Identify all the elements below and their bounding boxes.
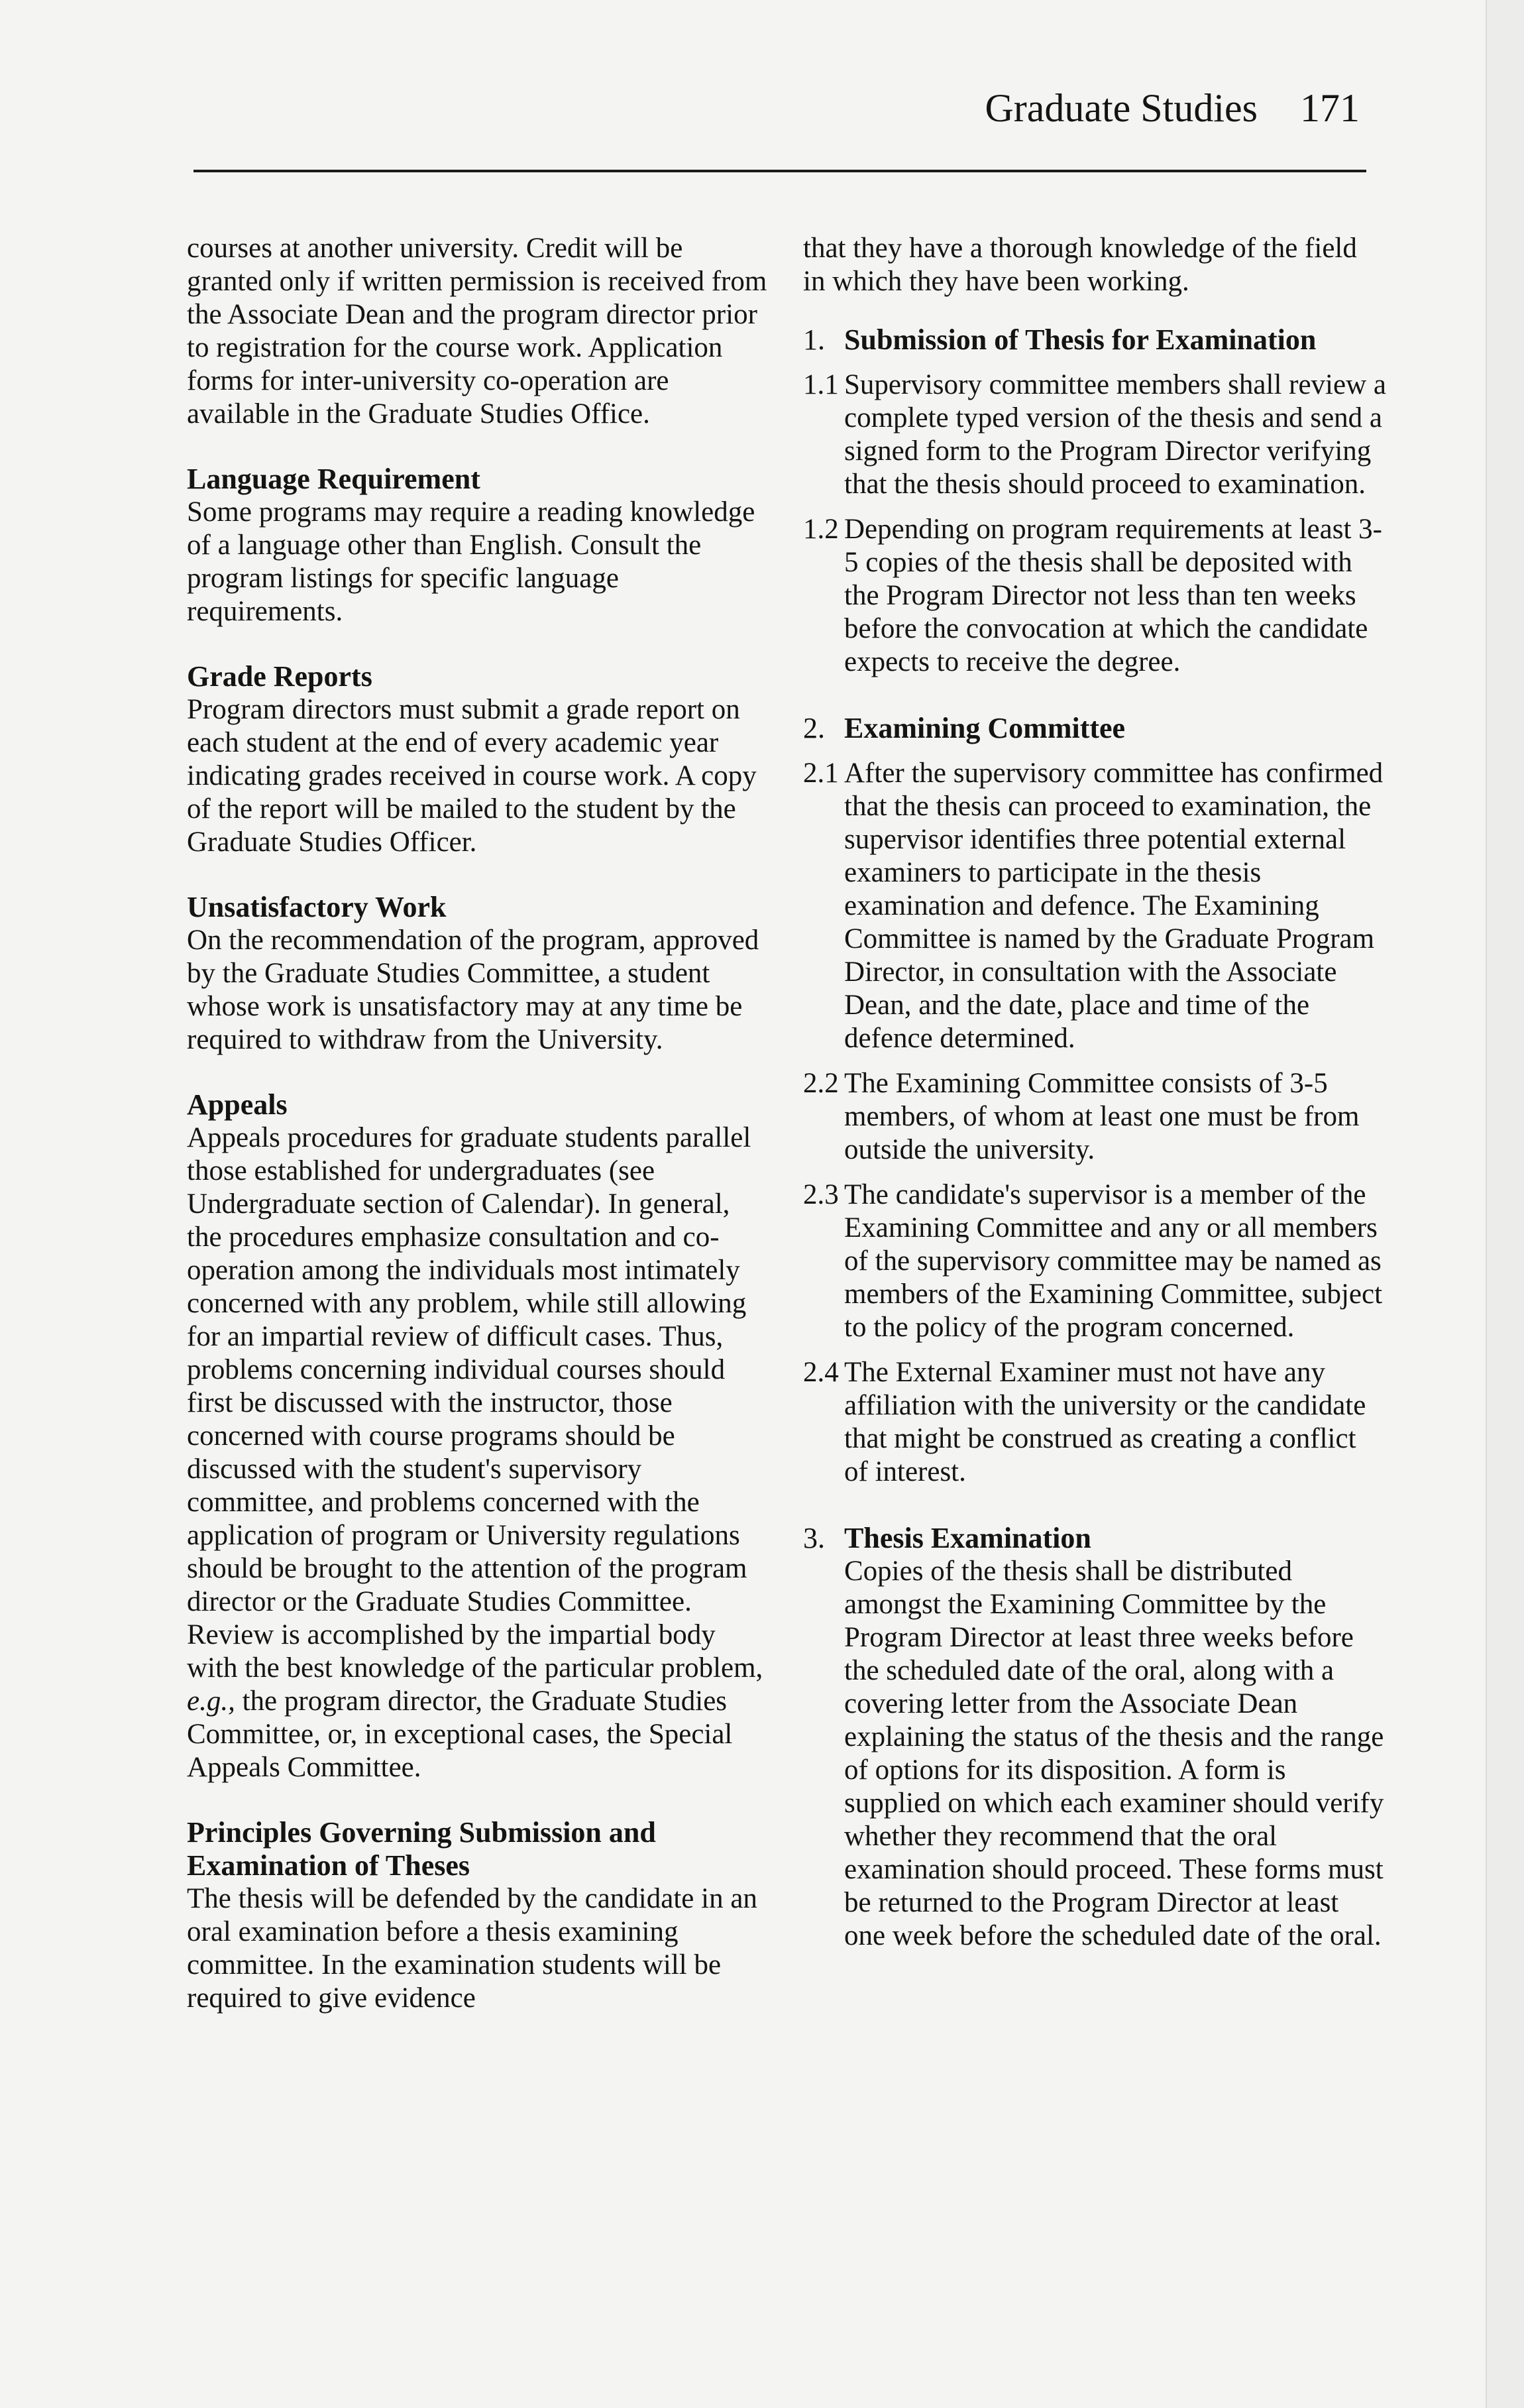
section-number: 3.	[803, 1522, 825, 1554]
section-heading: Grade Reports	[187, 660, 372, 693]
item-text: Supervisory committee members shall review a complete typed version of the thesis and send a signed form to the Program Director verifying that the thesis should proceed to examination.	[844, 369, 1386, 500]
section-heading: Appeals	[187, 1088, 288, 1121]
item-number: 1.1	[803, 369, 839, 400]
continued-paragraph: that they have a thorough knowledge of the field in which they have been working.	[803, 233, 1357, 297]
list-item	[803, 1178, 1386, 1344]
section-body: Program directors must submit a grade report on each student at the end of every academic year indicating grades received in course work. A copy of the report will be mailed to the student by the Graduate Studies Officer.	[187, 694, 757, 858]
section-language-requirement	[187, 463, 770, 628]
section-body	[187, 1121, 770, 1784]
item-number: 2.2	[803, 1068, 839, 1099]
continued-paragraph: courses at another university. Credit will be granted only if written permission is received from the Associate Dean and the program director prior to registration for the course work. Application forms for inter-university co-operation are available in the Graduate Studies Office.	[187, 233, 767, 430]
item-text: Depending on program requirements at least 3-5 copies of the thesis shall be deposited with the Program Director not less than ten weeks before the convocation at which the candidate expects to receive the degree.	[844, 514, 1382, 677]
list-item	[803, 1067, 1386, 1167]
right-column	[803, 232, 1386, 1953]
section-body-text: the program director, the Graduate Studies Committee, or, in exceptional cases, the Special Appeals Committee.	[187, 1686, 733, 1783]
list-item	[803, 757, 1386, 1055]
section-body: On the recommendation of the program, approved by the Graduate Studies Committee, a student whose work is unsatisfactory may at any time be required to withdraw from the University.	[187, 925, 759, 1055]
section-title: Thesis Examination	[844, 1522, 1091, 1554]
section-unsatisfactory-work	[187, 891, 770, 1057]
item-text: The External Examiner must not have any affiliation with the university or the candidate that might be construed as creating a conflict of interest.	[844, 1357, 1366, 1487]
section-body-block	[844, 1555, 1386, 1953]
list-item	[803, 1356, 1386, 1489]
item-text: The Examining Committee consists of 3-5 members, of whom at least one must be from outside the university.	[844, 1068, 1360, 1165]
item-text: The candidate's supervisor is a member of the Examining Committee and any or all members of the supervisory committee may be named as members of the Examining Committee, subject to the policy of the program concerned.	[844, 1179, 1383, 1343]
section-body-text: Appeals procedures for graduate students parallel those established for undergraduates (see Undergraduate section of Calendar). In general, the procedures emphasize consultation and co-operation among the individuals most intimately concerned with any problem, while still allowing for an impartial review of difficult cases. Thus, problems concerning individual courses should first be discussed with the instructor, those concerned with course programs should be discussed with the student's supervisory committee, and problems concerned with the application of program or University regulations should be brought to the attention of the program director or the Graduate Studies Committee. Review is accomplished by the impartial body with the best knowledge of the particular problem,	[187, 1122, 763, 1684]
left-column	[187, 232, 770, 2015]
section-number: 2.	[803, 712, 825, 744]
section-body: Copies of the thesis shall be distributed amongst the Examining Committee by the Program Director at least three weeks before the scheduled date of the oral, along with a covering letter from the Associate Dean explaining the status of the thesis and the range of options for its disposition. A form is supplied on which each examiner should verify whether they recommend that the oral examination should proceed. These forms must be returned to the Program Director at least one week before the scheduled date of the oral.	[844, 1556, 1384, 1951]
section-theses-principles	[187, 1816, 770, 2015]
section-body-emphasis: e.g.,	[187, 1686, 235, 1717]
item-number: 2.1	[803, 758, 839, 789]
running-header	[941, 72, 1360, 144]
section-number: 1.	[803, 323, 825, 356]
section-title: Submission of Thesis for Examination	[844, 323, 1317, 356]
list-item	[803, 369, 1386, 501]
item-number: 2.3	[803, 1179, 839, 1210]
section-heading: Language Requirement	[187, 463, 480, 495]
numbered-section-heading	[803, 712, 1386, 745]
header-section-title: Graduate Studies	[985, 86, 1258, 130]
list-item	[803, 513, 1386, 679]
section-body: Some programs may require a reading knowledge of a language other than English. Consult the program listings for specific language requirements.	[187, 496, 755, 627]
section-body: The thesis will be defended by the candidate in an oral examination before a thesis examining committee. In the examination students will be required to give evidence	[187, 1883, 757, 2014]
header-rule	[193, 170, 1366, 172]
section-heading: Principles Governing Submission and Examination of Theses	[187, 1816, 656, 1882]
page-edge	[1486, 0, 1524, 2408]
section-grade-reports	[187, 660, 770, 859]
item-number: 1.2	[803, 514, 839, 545]
numbered-section-heading	[803, 1522, 1386, 1555]
page-number: 171	[1300, 86, 1360, 130]
section-appeals	[187, 1088, 770, 1784]
section-heading: Unsatisfactory Work	[187, 891, 447, 923]
numbered-section-heading	[803, 323, 1386, 357]
section-title: Examining Committee	[844, 712, 1126, 744]
item-number: 2.4	[803, 1357, 839, 1388]
item-text: After the supervisory committee has confirmed that the thesis can proceed to examination, the supervisor identifies three potential external examiners to participate in the thesis examination and defence. The Examining Committee is named by the Graduate Program Director, in consultation with the Associate Dean, and the date, place and time of the defence determined.	[844, 758, 1384, 1054]
